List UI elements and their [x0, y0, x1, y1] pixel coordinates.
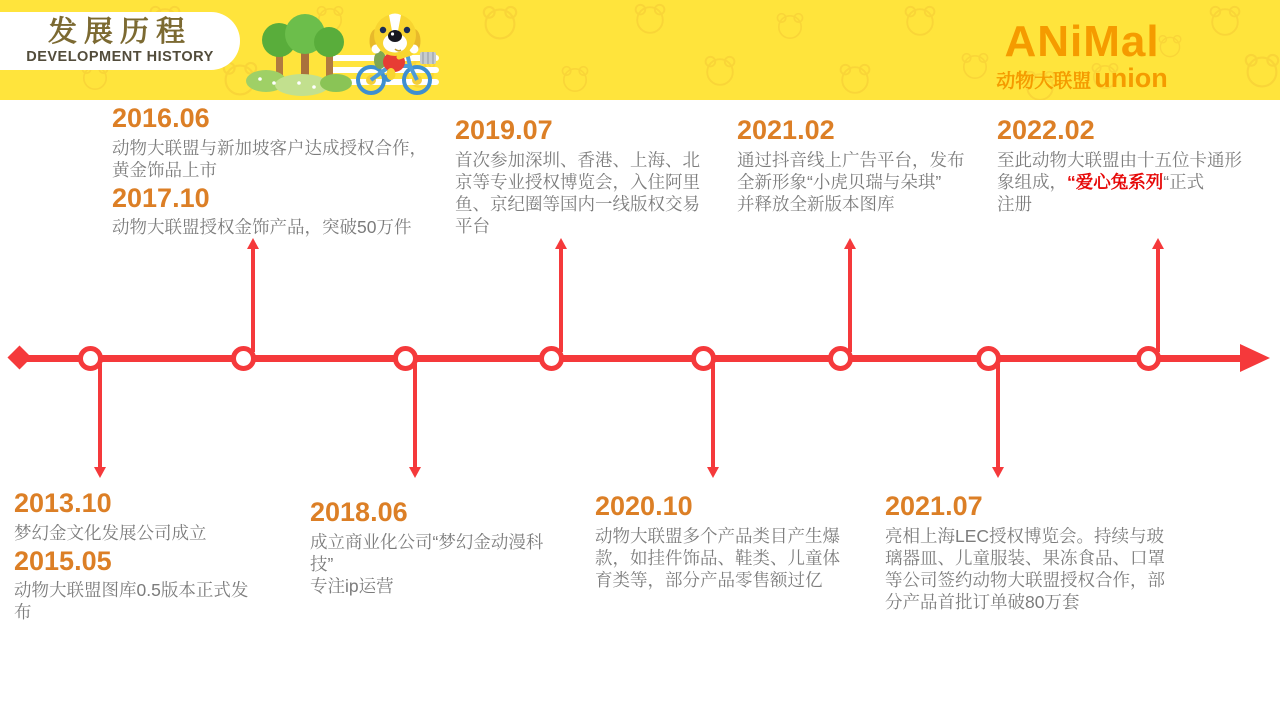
- highlight-text: “爱心兔系列: [1067, 171, 1164, 192]
- timeline-event: [112, 104, 427, 181]
- event-text-line: 等公司签约动物大联盟授权合作，部: [885, 569, 1165, 590]
- event-date: 2015.05: [14, 545, 112, 576]
- timeline-axis: [20, 355, 1242, 362]
- timeline-connector: [98, 364, 102, 467]
- event-text-line: 亮相上海LEC授权博览会。持续与玻: [885, 525, 1165, 546]
- event-text-line: [997, 171, 1242, 193]
- event-text-line: 平台: [455, 215, 490, 236]
- event-text-line: 注册: [997, 193, 1032, 214]
- event-text-line: 技”: [310, 553, 334, 574]
- arrow-up-icon: [844, 238, 856, 249]
- timeline-event-block: [112, 104, 427, 238]
- event-text-line: 鱼、京纪圈等国内一线版权交易: [455, 193, 700, 214]
- event-text-line: 动物大联盟图库0.5版本正式发: [14, 580, 249, 601]
- event-text-line: 至此动物大联盟由十五位卡通形: [997, 149, 1242, 170]
- timeline-event-block: [997, 116, 1242, 215]
- logo-union-text: union: [1094, 63, 1168, 93]
- event-date: 2018.06: [310, 497, 408, 527]
- event-text-line: 首次参加深圳、香港、上海、北: [455, 149, 700, 170]
- timeline-event: [14, 489, 248, 544]
- timeline-event: [737, 116, 965, 215]
- event-text-line: 布: [14, 602, 32, 623]
- timeline-event-block: [310, 498, 543, 597]
- arrow-up-icon: [555, 238, 567, 249]
- timeline-connector: [251, 249, 255, 352]
- arrow-down-icon: [992, 467, 1004, 478]
- timeline-connector: [559, 249, 563, 352]
- event-date: 2022.02: [997, 115, 1095, 145]
- timeline-connector: [996, 364, 1000, 467]
- event-date: 2016.06: [112, 103, 210, 133]
- logo-chinese-text: 动物大联盟: [996, 71, 1092, 92]
- event-text-line: 梦幻金文化发展公司成立: [14, 522, 207, 543]
- timeline-connector: [413, 364, 417, 467]
- event-text-line: 款，如挂件饰品、鞋类、儿童体: [595, 547, 840, 568]
- event-text-line: 全新形象“小虎贝瑞与朵琪”: [737, 171, 942, 192]
- timeline-event-block: [455, 116, 700, 237]
- timeline-event-block: [595, 492, 840, 591]
- event-text-line: 并释放全新版本图库: [737, 193, 895, 214]
- arrow-down-icon: [409, 467, 421, 478]
- event-text-line: 育类等，部分产品零售额过亿: [595, 569, 823, 590]
- event-text-line: 专注ip运营: [310, 575, 394, 596]
- page-subtitle: DEVELOPMENT HISTORY: [26, 49, 214, 66]
- event-date: 2021.07: [885, 491, 983, 521]
- timeline-connector: [711, 364, 715, 467]
- event-text-line: 璃器皿、儿童服装、果冻食品、口罩: [885, 547, 1165, 568]
- event-text-line: 动物大联盟与新加坡客户达成授权合作，: [112, 137, 427, 158]
- timeline-event: [455, 116, 700, 237]
- event-text-line: 动物大联盟多个产品类目产生爆: [595, 525, 840, 546]
- arrow-up-icon: [1152, 238, 1164, 249]
- event-date: 2020.10: [595, 491, 693, 521]
- timeline-event-block: [14, 489, 248, 623]
- timeline-event: [112, 184, 427, 239]
- arrow-down-icon: [94, 467, 106, 478]
- timeline-event-block: [737, 116, 965, 215]
- timeline-event: [997, 116, 1242, 215]
- event-text-line: 分产品首批订单破80万套: [885, 591, 1080, 612]
- event-date: 2019.07: [455, 115, 553, 145]
- timeline-event: [14, 547, 248, 624]
- timeline-connector: [848, 249, 852, 352]
- timeline-event-block: [885, 492, 1165, 613]
- timeline-event: [310, 498, 543, 597]
- logo-wordmark: ANiMal: [1004, 17, 1160, 66]
- timeline-event: [885, 492, 1165, 613]
- event-text-line: 通过抖音线上广告平台，发布: [737, 149, 965, 170]
- event-text-line: 黄金饰品上市: [112, 159, 217, 180]
- arrow-up-icon: [247, 238, 259, 249]
- event-text-line: 动物大联盟授权金饰产品，突破50万件: [112, 217, 412, 238]
- timeline-event: [595, 492, 840, 591]
- text-segment: 象组成，: [997, 171, 1067, 192]
- timeline-end-arrow-icon: [1240, 344, 1270, 372]
- event-text-line: 成立商业化公司“梦幻金动漫科: [310, 531, 544, 552]
- text-segment: “正式: [1163, 171, 1205, 192]
- event-date: 2017.10: [112, 182, 210, 213]
- event-text-line: 京等专业授权博览会，入住阿里: [455, 171, 700, 192]
- page-title: 发展历程: [47, 15, 192, 48]
- event-date: 2021.02: [737, 115, 835, 145]
- arrow-down-icon: [707, 467, 719, 478]
- timeline-connector: [1156, 249, 1160, 352]
- event-date: 2013.10: [14, 488, 112, 518]
